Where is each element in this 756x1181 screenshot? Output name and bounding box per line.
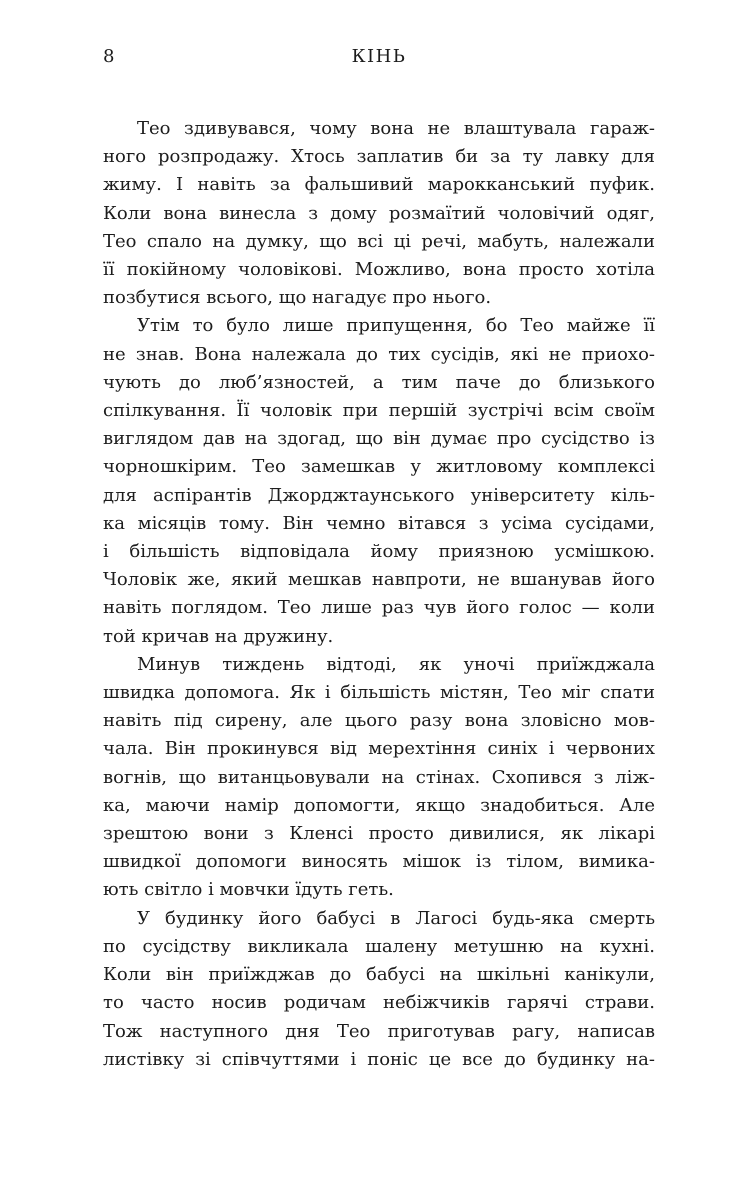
text-line: Утім то було лише припущення, бо Тео майже її [137, 315, 655, 337]
text-line: листівку зі співчуттями і поніс це все до будинку на- [103, 1048, 655, 1070]
text-line: спілкування. Її чоловік при першій зустрічі всім своїм [103, 400, 655, 422]
text-line: Коли вона винесла з дому розмаїтий чоловічий одяг, [103, 202, 655, 224]
text-line: то часто носив родичам небіжчиків гарячі страви. [103, 992, 655, 1014]
page-header [103, 45, 655, 69]
text-line: чала. Він прокинувся від мерехтіння синіх і червоних [103, 738, 655, 760]
text-line: вогнів, що витанцьовували на стінах. Схопився з ліж- [103, 766, 655, 788]
text-line: ка місяців тому. Він чемно вітався з усіма сусідами, [103, 512, 655, 534]
text-line: для аспірантів Джорджтаунського університету кіль- [103, 484, 655, 506]
text-line: чорношкірим. Тео замешкав у житловому комплексі [103, 456, 655, 478]
text-line: зрештою вони з Кленсі просто дивилися, як лікарі [103, 823, 655, 845]
text-line: Тео здивувався, чому вона не влаштувала гараж- [137, 118, 655, 139]
text-line: виглядом дав на здогад, що він думає про сусідство із [103, 428, 655, 450]
text-line: Коли він приїжджав до бабусі на шкільні канікули, [103, 964, 655, 986]
text-line: ють світло і мовчки їдуть геть. [103, 879, 394, 901]
text-line: Чоловік же, який мешкав навпроти, не вшанував його [103, 569, 655, 591]
text-line: навіть поглядом. Тео лише раз чув його голос — коли [103, 597, 655, 619]
text-line: не знав. Вона належала до тих сусідів, які не приохо- [103, 343, 655, 365]
text-line: жиму. І навіть за фальшивий марокканський пуфик. [103, 174, 655, 196]
text-line: по сусідству викликала шалену метушню на кухні. [103, 935, 655, 957]
text-line: позбутися всього, що нагадує про нього. [103, 287, 492, 309]
running-title: КІНЬ [351, 46, 407, 67]
text-block [103, 115, 655, 1074]
text-line: ного розпродажу. Хтось заплатив би за ту лавку для [103, 146, 655, 168]
text-line: чують до люб’язностей, а тим паче до близького [103, 371, 655, 393]
page-number: 8 [103, 46, 115, 67]
text-line: її покійному чоловікові. Можливо, вона просто хотіла [103, 259, 655, 281]
text-line: Тео спало на думку, що всі ці речі, мабуть, належали [103, 230, 655, 252]
text-line: швидка допомога. Як і більшість містян, Тео міг спати [103, 682, 655, 704]
text-line: Минув тиждень відтоді, як уночі приїжджала [137, 653, 655, 675]
text-line: Тож наступного дня Тео приготував рагу, написав [103, 1020, 655, 1042]
text-line: навіть під сирену, але цього разу вона зловісно мов- [103, 710, 655, 732]
text-line: ка, маючи намір допомогти, якщо знадобиться. Але [103, 794, 655, 816]
text-line: У будинку його бабусі в Лагосі будь-яка смерть [137, 907, 655, 929]
text-line: і більшість відповідала йому приязною усмішкою. [103, 541, 655, 563]
text-line: швидкої допомоги виносять мішок із тілом, вимика- [103, 851, 655, 873]
text-line: той кричав на дружину. [103, 625, 334, 647]
